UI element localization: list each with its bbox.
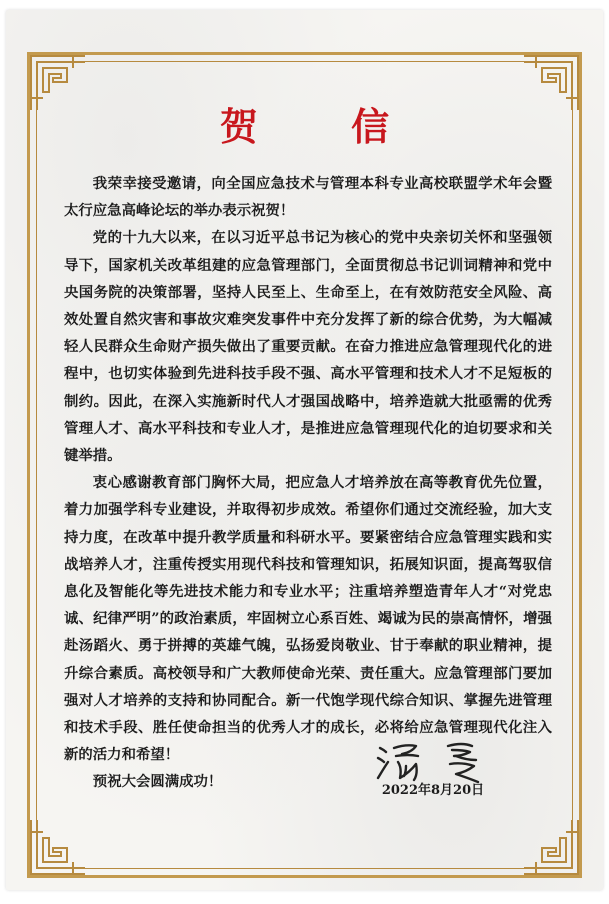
letter-paragraph: 党的十九大以来，在以习近平总书记为核心的党中央亲切关怀和坚强领导下，国家机关改革组建的应急管理部门，全面贯彻总书记训词精神和党中央国务院的决策部署，坚持人民至上、生命至上，在有效防范安全风险、高效处置自然灾害和事故灾难突发事件中充分发挥了新的综合优势，为大幅减轻人民群众生命财产损失做出了重要贡献。在奋力推进应急管理现代化的进程中，也切实体验到先进科技手段不强、高水平管理和技术人才不足短板的制约。因此，在深入实施新时代人才强国战略中，培养造就大批亟需的优秀管理人才、高水平科技和专业人才，是推进应急管理现代化的迫切要求和关键举措。 (64, 229, 552, 465)
letter-paragraph: 衷心感谢教育部门胸怀大局，把应急人才培养放在高等教育优先位置，着力加强学科专业建设，并取得初步成效。希望你们通过交流经验，加大支持力度，在改革中提升教学质量和科研水平。要紧密结合应急管理实践和实战培养人才，注重传授实用现代科技和管理知识，拓展知识面，提高驾驭信息化及智能化等先进技术能力和专业水平；注重培养塑造青年人才“对党忠诚、纪律严明”的政治素质，牢固树立心系百姓、竭诚为民的崇高情怀，增强赴汤蹈火、勇于拼搏的英雄气魄，弘扬爱岗敬业、甘于奉献的职业精神，提升综合素质。高校领导和广大教师使命光荣、责任重大。应急管理部门要加强对人才培养的支持和协同配合。新一代饱学现代综合知识、掌握先进管理和技术手段、胜任使命担当的优秀人才的成长，必将给应急管理现代化注入新的活力和希望！ (64, 474, 552, 764)
letter-body (64, 170, 552, 796)
letter-title: 贺 信 (219, 104, 430, 149)
corner-ornament-icon (27, 816, 89, 878)
handwritten-signature (372, 738, 502, 784)
letter-paragraph: 预祝大会圆满成功！ (92, 773, 223, 791)
corner-ornament-icon (520, 816, 582, 878)
letter-date: 2022年8月20日 (381, 783, 485, 798)
letter-paragraph: 我荣幸接受邀请，向全国应急技术与管理本科专业高校联盟学术年会暨太行应急高峰论坛的举办表示祝贺！ (64, 175, 552, 220)
